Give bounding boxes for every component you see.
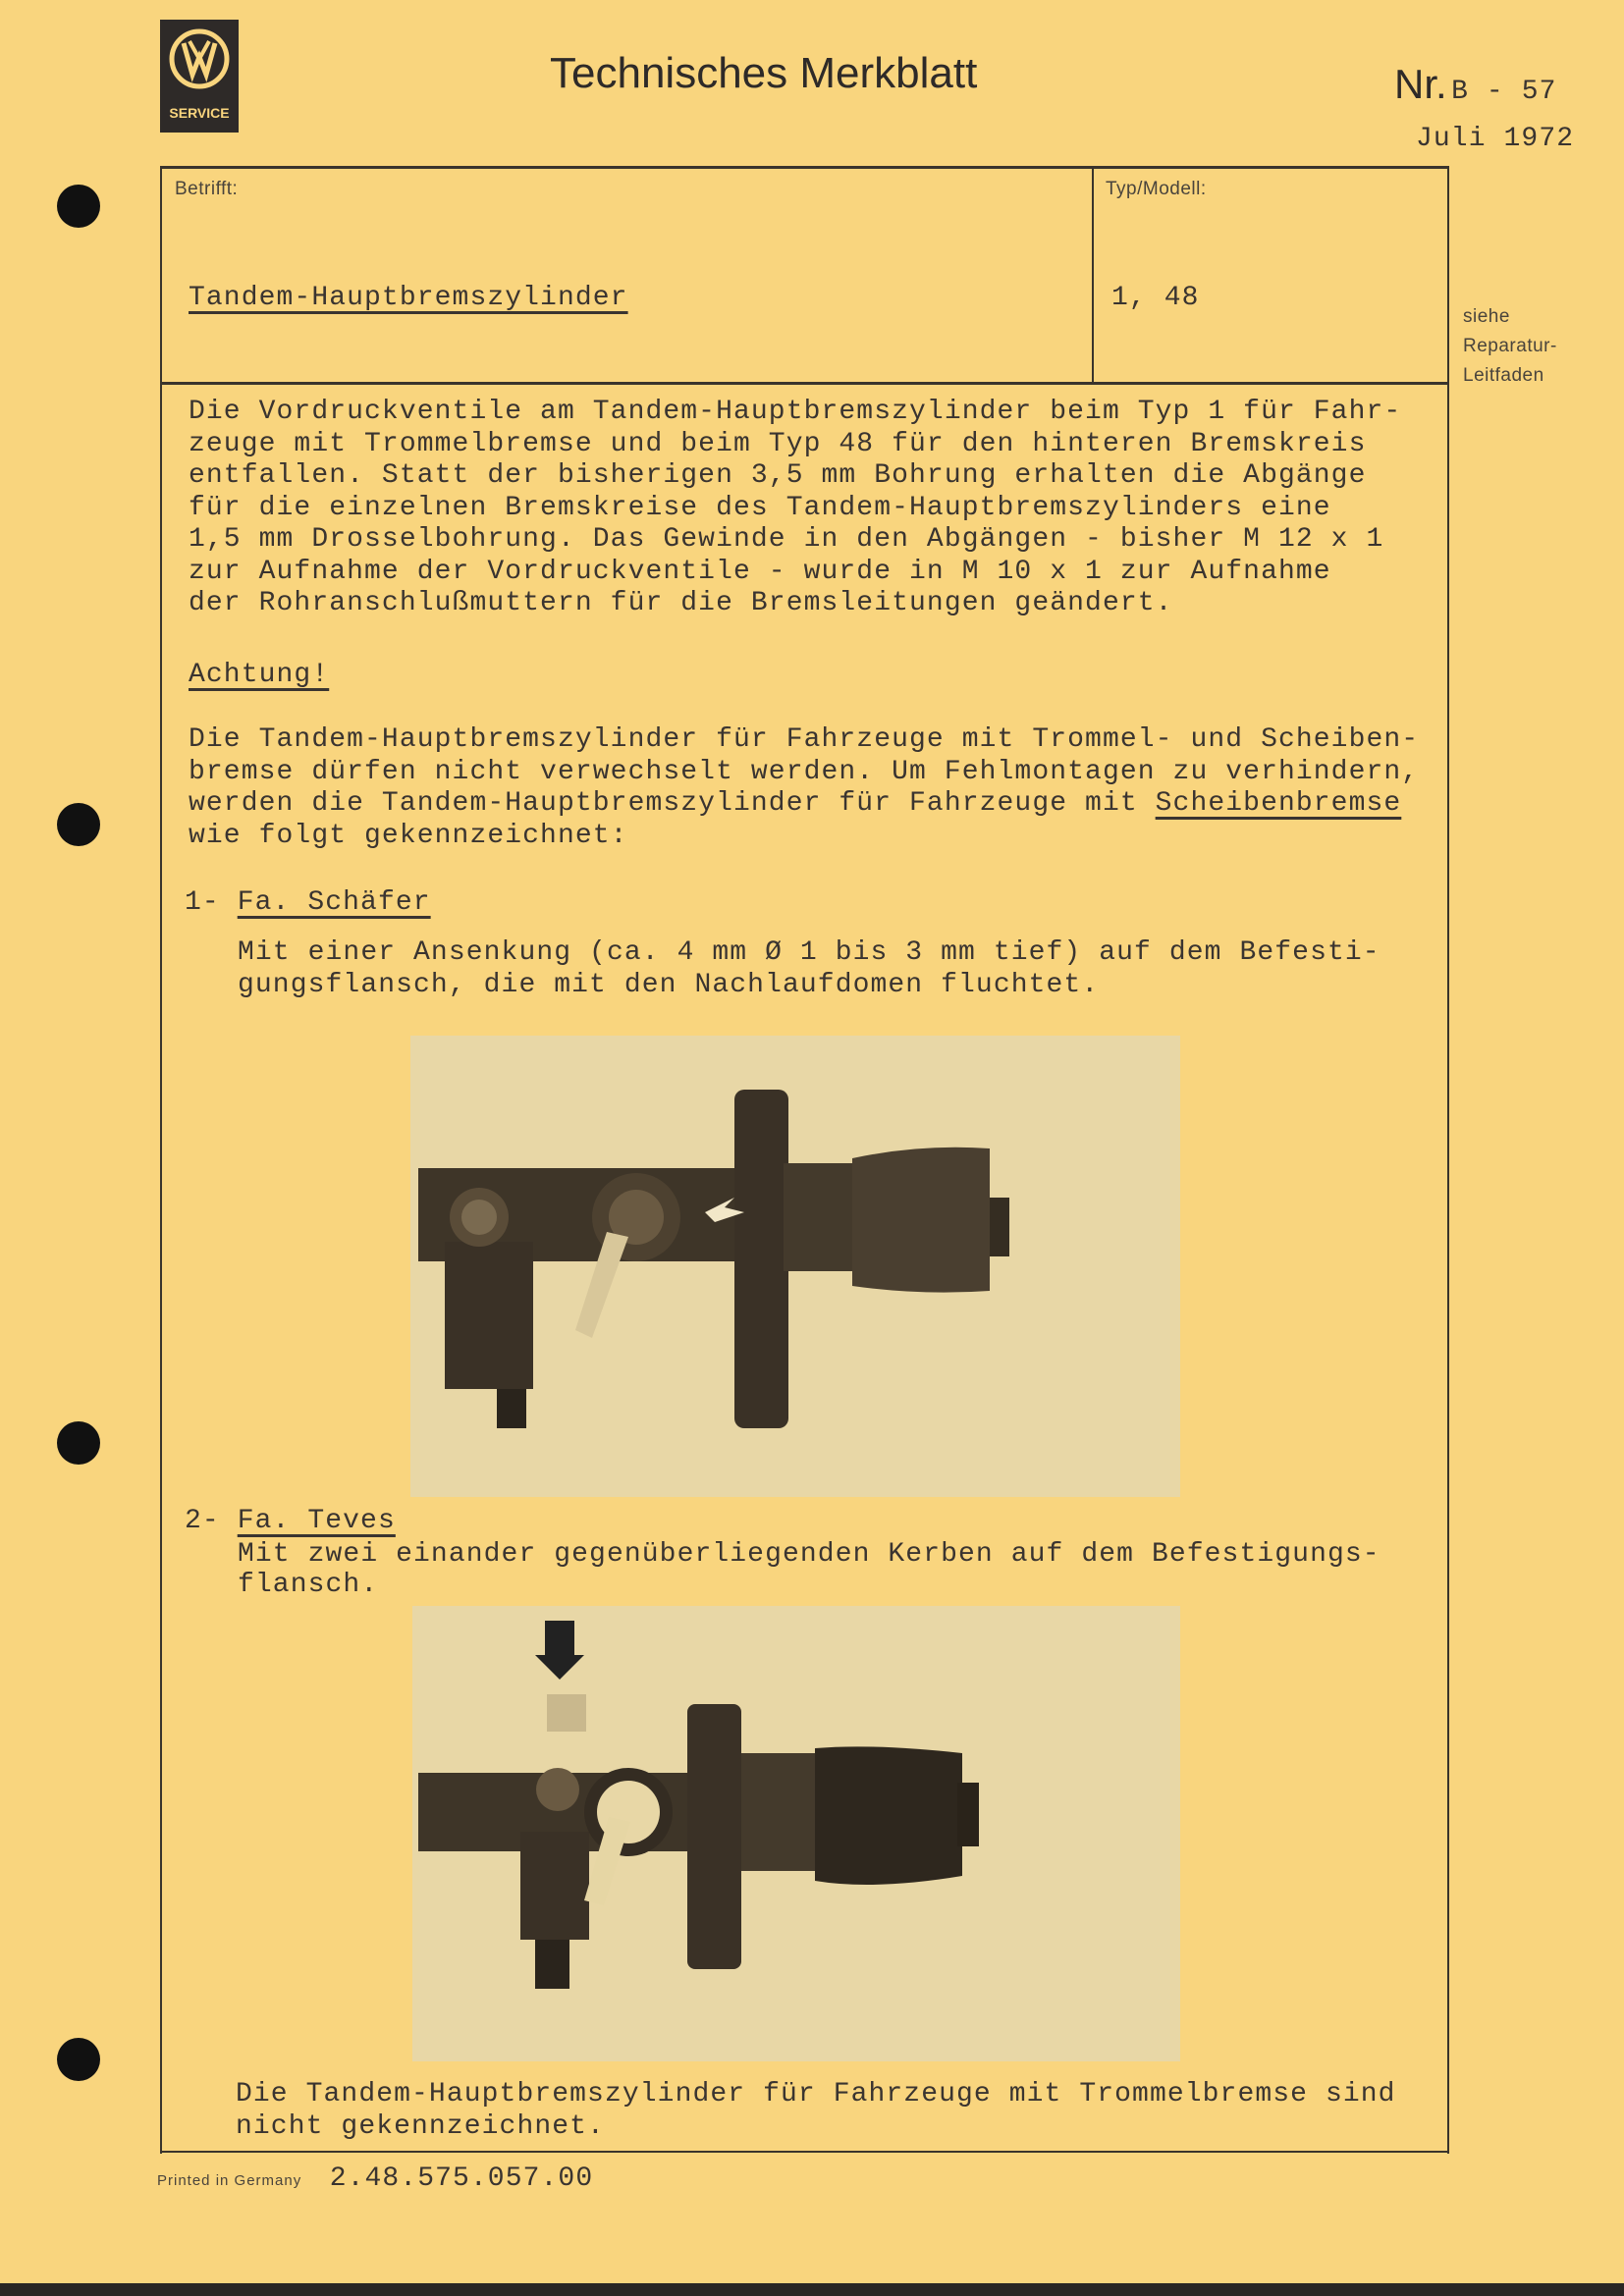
divider <box>1092 166 1094 384</box>
paragraph-2 <box>189 724 1419 852</box>
text-line: gungsflansch, die mit den Nachlaufdomen fluchtet. <box>238 970 1100 1000</box>
text-line: entfallen. Statt der bisherigen 3,5 mm Bohrung erhalten die Abgänge <box>189 460 1367 491</box>
text-line <box>189 788 1419 821</box>
vw-logo-icon <box>160 20 239 98</box>
text-line: zeuge mit Trommelbremse und beim Typ 48 für den hinteren Bremskreis <box>189 428 1367 459</box>
item-title: Fa. Teves <box>237 1506 396 1536</box>
divider <box>160 382 1449 385</box>
divider <box>1447 166 1449 2154</box>
text-line: Die Vordruckventile am Tandem-Hauptbremszylinder beim Typ 1 für Fahr- <box>189 397 1402 427</box>
sheet-number <box>1394 61 1557 108</box>
text-line: nicht gekennzeichnet. <box>236 2110 605 2142</box>
item-1-heading <box>185 887 431 918</box>
divider <box>160 166 1449 169</box>
side-note-line: Reparatur- <box>1463 336 1557 356</box>
printed-in: Printed in Germany <box>157 2172 302 2189</box>
punch-hole <box>57 185 100 228</box>
photo-teves-cylinder <box>412 1606 1180 2061</box>
logo-text: SERVICE <box>169 105 230 121</box>
text-span: werden die Tandem-Hauptbremszylinder für Fahrzeuge mit <box>189 788 1156 819</box>
number-value: B - 57 <box>1451 77 1557 107</box>
text-line: Die Tandem-Hauptbremszylinder für Fahrzeuge mit Trommel- und Scheiben- <box>189 724 1420 755</box>
subject-value: Tandem-Hauptbremszylinder <box>189 283 628 313</box>
page-title: Technisches Merkblatt <box>550 49 978 97</box>
number-label: Nr. <box>1394 61 1447 107</box>
item-1-text <box>238 936 1380 1001</box>
closing-note <box>236 2079 1396 2143</box>
paragraph-1 <box>189 397 1401 620</box>
text-line: der Rohranschlußmuttern für die Bremsleitungen geändert. <box>189 588 1173 618</box>
bottom-edge <box>0 2283 1624 2296</box>
photo-schaefer-cylinder <box>410 1036 1180 1497</box>
text-line: bremse dürfen nicht verwechselt werden. Um Fehlmontagen zu verhindern, <box>189 756 1420 787</box>
divider <box>160 166 162 2154</box>
side-note-line: siehe <box>1463 306 1510 327</box>
item-number: 2- <box>185 1506 220 1536</box>
item-number: 1- <box>185 887 220 918</box>
text-line: für die einzelnen Bremskreise des Tandem-Hauptbremszylinders eine <box>189 492 1331 523</box>
text-line: Die Tandem-Hauptbremszylinder für Fahrzeuge mit Trommelbremse sind <box>236 2079 1396 2109</box>
document-code: 2.48.575.057.00 <box>329 2163 594 2194</box>
subject-label: Betrifft: <box>175 179 239 199</box>
footer <box>157 2163 593 2194</box>
side-note <box>1463 302 1557 391</box>
warning-heading: Achtung! <box>189 660 330 690</box>
text-line: Mit zwei einander gegenüberliegenden Kerben auf dem Befestigungs- <box>238 1539 1380 1570</box>
punch-hole <box>57 2038 100 2081</box>
side-note-line: Leitfaden <box>1463 365 1544 386</box>
text-line: 1,5 mm Drosselbohrung. Das Gewinde in den Abgängen - bisher M 12 x 1 <box>189 524 1384 555</box>
vw-service-logo <box>160 20 239 133</box>
model-value: 1, 48 <box>1111 283 1200 313</box>
text-line: flansch. <box>238 1570 379 1600</box>
text-line: wie folgt gekennzeichnet: <box>189 820 628 851</box>
text-line: Mit einer Ansenkung (ca. 4 mm Ø 1 bis 3 mm tief) auf dem Befesti- <box>238 937 1380 968</box>
emphasis: Scheibenbremse <box>1155 788 1402 819</box>
punch-hole <box>57 1421 100 1465</box>
model-label: Typ/Modell: <box>1106 179 1207 199</box>
date: Juli 1972 <box>1416 124 1575 154</box>
item-2-text <box>238 1539 1380 1600</box>
item-title: Fa. Schäfer <box>237 887 431 918</box>
item-2-heading <box>185 1506 396 1536</box>
punch-hole <box>57 803 100 846</box>
text-line: zur Aufnahme der Vordruckventile - wurde in M 10 x 1 zur Aufnahme <box>189 556 1331 587</box>
divider <box>160 2151 1449 2153</box>
